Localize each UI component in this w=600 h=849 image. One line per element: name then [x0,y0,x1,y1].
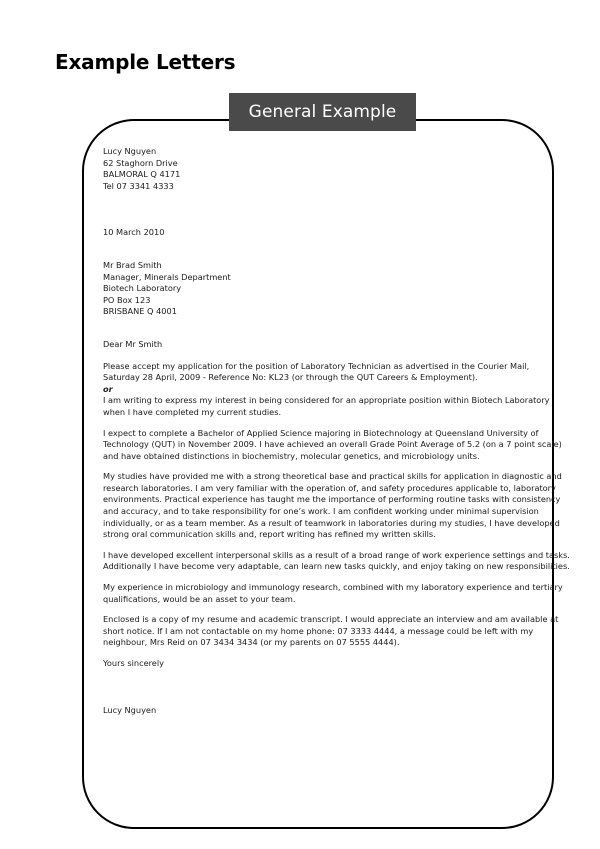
sender-address [103,146,543,192]
letter-body [103,146,570,716]
date-line: 10 March 2010 [103,227,165,238]
paragraph-line: Enclosed is a copy of my resume and academic transcript. I would appreciate an interview and am available at [103,614,559,625]
closing-paragraph [103,614,559,649]
or-separator: or [103,383,113,394]
paragraph-line: I expect to complete a Bachelor of Applied Science majoring in Biotechnology at Queensland University of [103,427,539,438]
salutation [103,339,543,351]
paragraph-line: Additionally I have become very adaptable, can learn new tasks quickly, and enjoy taking on new responsibilities. [103,561,570,572]
paragraph-line: My studies have provided me with a strong theoretical base and practical skills for application in diagnostic and [103,471,562,482]
letter-date [103,227,543,239]
signature [103,705,543,717]
paragraph-line: when I have completed my current studies. [103,406,282,417]
skills-paragraph [103,471,562,541]
page-title: Example Letters [55,50,236,74]
interpersonal-paragraph [103,549,570,573]
sender-line: Lucy Nguyen [103,146,157,156]
recipient-line: Mr Brad Smith [103,259,162,270]
paragraph-line: I am writing to express my interest in being considered for an appropriate position within Biotech Laboratory [103,395,550,406]
section-banner: General Example [229,93,416,131]
paragraph-line: I have developed excellent interpersonal skills as a result of a broad range of work experience settings and tasks. [103,549,570,560]
recipient-line: PO Box 123 [103,294,151,305]
paragraph-line: environments. Practical experience has taught me the importance of performing routine tasks with consistency [103,494,561,505]
signature-name: Lucy Nguyen [103,704,157,715]
education-paragraph [103,427,562,463]
paragraph-line: qualifications, would be an asset to your team. [103,593,296,604]
opening-paragraph [103,360,550,419]
sender-line: 62 Staghorn Drive [103,157,178,168]
sender-line: BALMORAL Q 4171 [103,169,181,180]
paragraph-line: individually, or as a team member. As a result of teamwork in laboratories during my studies, I have developed [103,517,560,528]
paragraph-line: Please accept my application for the position of Laboratory Technician as advertised in the Courier Mail, [103,360,530,371]
recipient-line: BRISBANE Q 4001 [103,306,177,317]
paragraph-line: and accuracy, and to take responsibility for one’s work. I am confident working under minimal supervision [103,506,539,517]
paragraph-line: and have obtained distinctions in biochemistry, molecular genetics, and microbiology units. [103,450,480,461]
paragraph-line: Technology (QUT) in November 2009. I have achieved an overall Grade Point Average of 5.2 (on a 7 point scale) [103,439,562,450]
experience-paragraph [103,582,563,605]
recipient-line: Biotech Laboratory [103,283,182,294]
sender-line: Tel 07 3341 4333 [103,180,174,191]
paragraph-line: short notice. If I am not contactable on my home phone: 07 3333 4444, a message could be left with my [103,625,534,636]
recipient-line: Manager, Minerals Department [103,271,231,282]
paragraph-line: Saturday 28 April, 2009 - Reference No: KL23 (or through the QUT Careers & Employment). [103,372,478,383]
paragraph-line: My experience in microbiology and immunology research, combined with my laboratory experience and tertiary [103,582,563,593]
recipient-address [103,260,543,318]
salutation-line: Dear Mr Smith [103,338,163,349]
paragraph-line: research laboratories. I am very familiar with the operation of, and safety procedures applicable to, laboratory [103,482,556,493]
signoff-line: Yours sincerely [103,658,164,668]
paragraph-line: neighbour, Mrs Reid on 07 3434 3434 (or my parents on 07 5555 4444). [103,637,400,648]
paragraph-line: strong oral communication skills and, report writing has refined my written skills. [103,529,436,540]
signoff [103,658,543,670]
